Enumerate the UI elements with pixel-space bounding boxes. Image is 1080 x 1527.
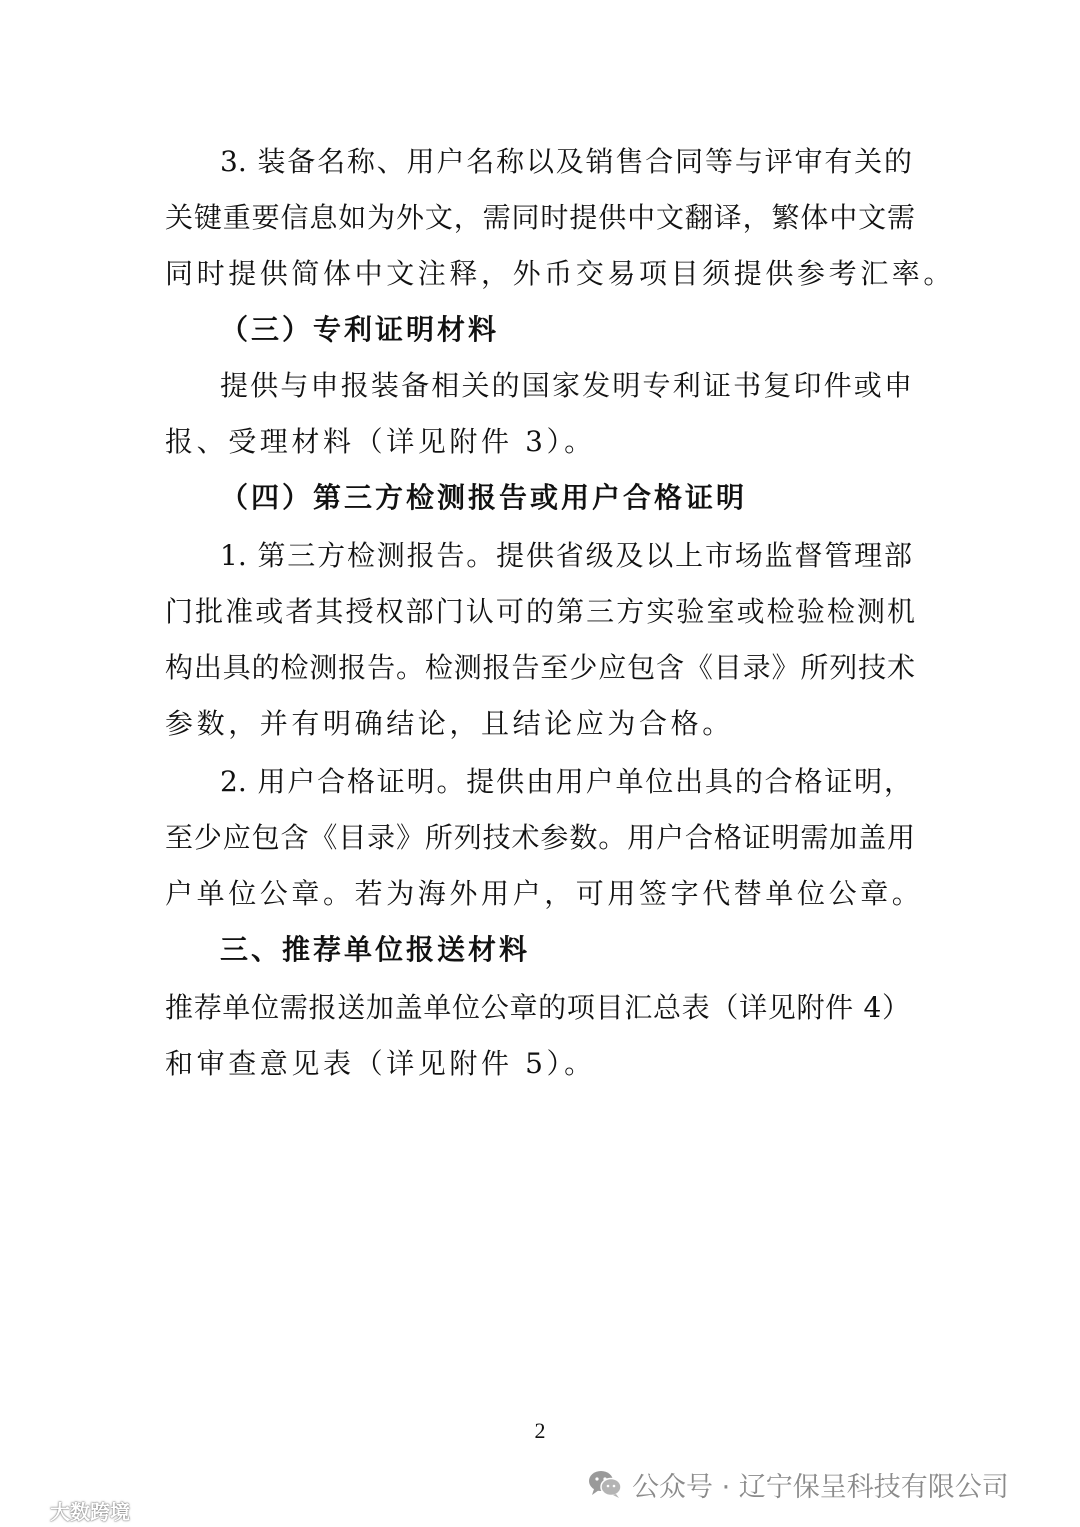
paragraph-line: 关键重要信息如为外文，需同时提供中文翻译，繁体中文需 (165, 201, 915, 234)
wechat-icon (588, 1469, 622, 1499)
paragraph-line: 1. 第三方检测报告。提供省级及以上市场监督管理部 (220, 539, 912, 572)
paragraph-line: 户单位公章。若为海外用户，可用签字代替单位公章。 (165, 877, 924, 910)
site-watermark (4, 1496, 130, 1524)
page-number: 2 (534, 1418, 546, 1443)
paragraph-line: 报、受理材料（详见附件 3）。 (165, 425, 596, 458)
paragraph-line: 参数，并有明确结论，且结论应为合格。 (165, 707, 734, 740)
paragraph-line: 3. 装备名称、用户名称以及销售合同等与评审有关的 (220, 145, 912, 178)
paragraph-line: 和审查意见表（详见附件 5）。 (165, 1047, 596, 1080)
section-heading: 三、推荐单位报送材料 (220, 933, 531, 966)
paragraph-line: 推荐单位需报送加盖单位公章的项目汇总表（详见附件 4） (165, 991, 910, 1024)
paragraph-line: 同时提供简体中文注释，外币交易项目须提供参考汇率。 (165, 257, 956, 290)
paragraph-line: 构出具的检测报告。检测报告至少应包含《目录》所列技术 (165, 651, 915, 684)
paragraph-line: 提供与申报装备相关的国家发明专利证书复印件或申 (220, 369, 912, 402)
wechat-watermark (588, 1464, 1009, 1504)
site-watermark-text: 大数跨境 (50, 1499, 130, 1524)
section-heading: （四）第三方检测报告或用户合格证明 (220, 481, 748, 514)
paragraph-line: 门批准或者其授权部门认可的第三方实验室或检验检测机 (165, 595, 915, 628)
eye-logo-icon (4, 1499, 46, 1521)
wechat-watermark-text: 公众号 · 辽宁保呈科技有限公司 (632, 1471, 1009, 1503)
section-heading: （三）专利证明材料 (220, 313, 500, 346)
paragraph-line: 2. 用户合格证明。提供由用户单位出具的合格证明， (220, 765, 912, 798)
paragraph-line: 至少应包含《目录》所列技术参数。用户合格证明需加盖用 (165, 821, 915, 854)
